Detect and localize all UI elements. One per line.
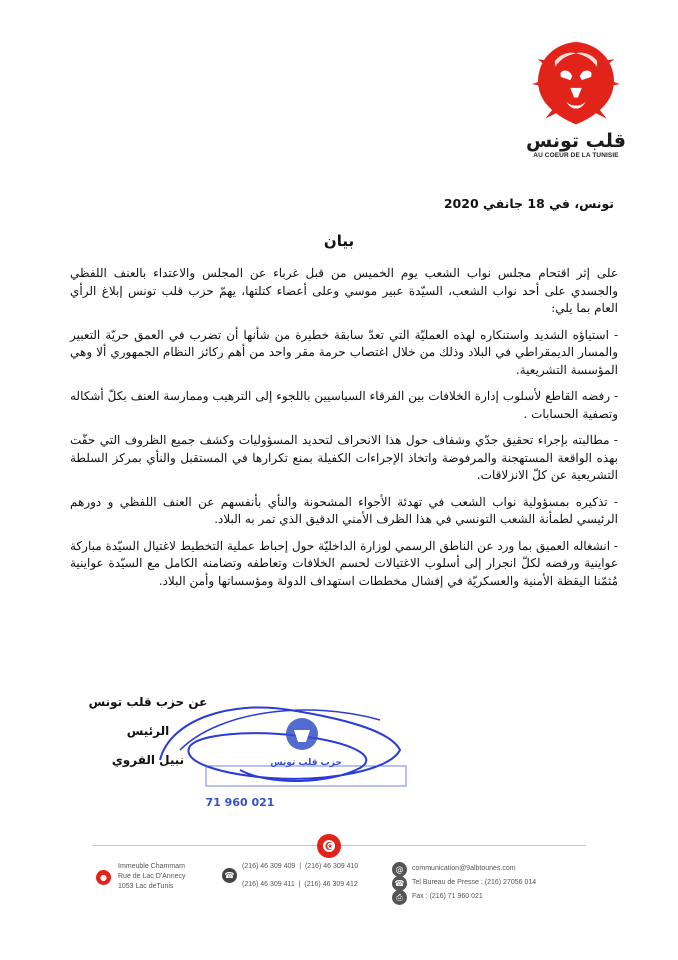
signature-and-stamp [150, 690, 450, 810]
fax-icon: ⎙ [392, 890, 407, 905]
email-icon: @ [392, 862, 407, 877]
paragraph: - استياؤه الشديد واستنكاره لهذه العمليّة التي تعدّ سابقة خطيرة من شأنها أن تضرب في العمق حريّة التعبير والمسار الديمقراطي في البلاد وذلك من خلال اغتصاب حرمة مقر واحد من أهم ركائز النظام الجمهوري ألا وهي المؤسسة التشريعية. [70, 327, 618, 377]
signatory-party: عن حزب قلب تونس [88, 695, 208, 709]
logo-tagline: AU COEUR DE LA TUNISIE [533, 152, 619, 159]
statement-body [70, 265, 618, 599]
phone-icon: ☎ [222, 868, 237, 883]
email-text: communication@9albtounes.com [412, 865, 516, 872]
tunisia-flag-icon [316, 833, 342, 859]
footer-phones: (216) 46 309 409 | (216) 46 309 410 (216) 46 309 411 | (216) 46 309 412 [242, 863, 359, 888]
address-line: 1053 Lac deTunis [118, 883, 174, 890]
phone-number: (216) 46 309 410 [304, 863, 359, 870]
dateline: تونس، في 18 جانفي 2020 [443, 196, 614, 211]
stamp-phone: 71 960 021 [205, 796, 275, 809]
signatory-title: الرئيس [126, 724, 170, 738]
paragraph: على إثر اقتحام مجلس نواب الشعب يوم الخميس من قبل غرباء عن المجلس والاعتداء بالعنف اللفظي والجسدي على أحد نواب الشعب، السيّدة عبير موسي وعلى أعضاء كتلتها، يهمّ حزب قلب تونس إبلاغ الرأي العام بما يلي: [70, 266, 618, 315]
logo-name: قلب تونس [526, 130, 626, 152]
paragraph: - مطالبته بإجراء تحقيق جدّي وشفاف حول هذا الانحراف لتحديد المسؤوليات وكشف جميع الظروف التي حفّت بهذه الواقعة المستهجنة والمرفوضة واتخاذ الإجراءات الكفيلة بمنع تكرارها في المستقبل والنأي بمركز السلطة التشريعية عن كلّ الانزلاقات. [70, 433, 618, 482]
stamp-party: حزب قلب تونس [270, 758, 342, 768]
address-line: Rue de Lac D'Annecy [118, 873, 186, 880]
paragraph: - تذكيره بمسؤولية نواب الشعب في تهدئة الأجواء المشحونة والنأي بأنفسهم عن العنف اللفظي و دورهم الرئيسي لطمأنة الشعب التونسي في هذا الظرف الأمني الدقيق الذي تمر به البلاد. [70, 494, 618, 526]
footer-contacts [412, 862, 536, 904]
party-logo [520, 38, 632, 159]
phone-number: (216) 46 309 411 [242, 881, 295, 888]
footer-address [118, 862, 186, 892]
location-pin-icon: ● [96, 870, 111, 885]
address-line: Immeuble Chammam [118, 863, 185, 870]
fax-text: Fax : (216) 71 960 021 [412, 893, 483, 900]
phone-number: (216) 46 309 412 [304, 881, 358, 888]
paragraph: - رفضه القاطع لأسلوب إدارة الخلافات بين الفرقاء السياسيين باللجوء إلى الترهيب وممارسة العنف بكلّ أشكاله وتصفية الحسابات . [70, 389, 618, 421]
press-phone-text: Tel Bureau de Presse : (216) 27056 014 [412, 879, 537, 886]
press-phone-icon: ☎ [392, 876, 407, 891]
lion-icon [528, 38, 624, 134]
paragraph: - انشغاله العميق بما ورد عن الناطق الرسمي لوزارة الداخليّة حول إحباط عملية التخطيط لاغتيال السيّدة مباركة عواينية ورفضه لكلّ انجرار إلى أسلوب الاغتيالات لحسم الخلافات وتعاطفه وتضامنه الكامل مع السيّدة عواينية مُثمّنا اليقظة الأمنية والعسكريّة في إفشال مخططات استهداف الدولة ومؤسساتها وأمن البلاد. [70, 538, 618, 588]
phone-number: (216) 46 309 409 [242, 863, 296, 870]
page-title: بيان [323, 232, 355, 250]
signatory-name: نبيل القروي [111, 753, 185, 767]
